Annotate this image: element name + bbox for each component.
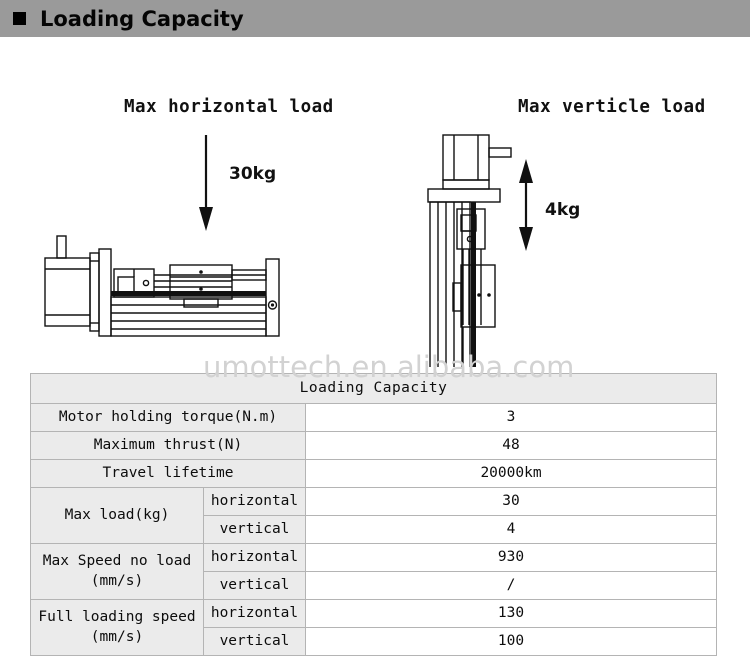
row-value-maximum-thrust: 48 <box>306 432 717 460</box>
row-value-travel-lifetime: 20000km <box>306 460 717 488</box>
actuator-diagrams <box>0 37 750 367</box>
table-row <box>31 600 717 628</box>
vertical-load-weight-label: 4kg <box>545 200 581 220</box>
row-label-line2: (mm/s) <box>90 628 144 645</box>
row-sub-max-load-horizontal: horizontal <box>204 488 306 516</box>
row-sub-full-loading-vertical: vertical <box>204 628 306 656</box>
row-value-motor-holding-torque: 3 <box>306 404 717 432</box>
row-label-full-loading-speed <box>31 600 204 656</box>
table-caption: Loading Capacity <box>31 374 717 404</box>
row-sub-max-speed-horizontal: horizontal <box>204 544 306 572</box>
horizontal-linear-actuator-icon <box>45 236 279 336</box>
row-label-max-speed-no-load <box>31 544 204 600</box>
arrow-up-head-icon <box>519 159 533 183</box>
row-value-full-loading-horizontal: 130 <box>306 600 717 628</box>
row-value-full-loading-vertical: 100 <box>306 628 717 656</box>
table-row <box>31 432 717 460</box>
page-title: Loading Capacity <box>40 6 244 31</box>
square-bullet-icon <box>13 12 26 25</box>
row-sub-max-load-vertical: vertical <box>204 516 306 544</box>
row-value-max-load-vertical: 4 <box>306 516 717 544</box>
row-value-max-load-horizontal: 30 <box>306 488 717 516</box>
max-verticle-load-label: Max verticle load <box>518 97 706 117</box>
row-sub-max-speed-vertical: vertical <box>204 572 306 600</box>
table-row <box>31 488 717 516</box>
row-value-max-speed-horizontal: 930 <box>306 544 717 572</box>
arrow-down-head-icon <box>199 207 213 231</box>
row-label-line1: Max Speed no load <box>42 552 192 569</box>
table-row <box>31 404 717 432</box>
loading-capacity-table-wrap <box>30 373 716 656</box>
row-label-travel-lifetime: Travel lifetime <box>31 460 306 488</box>
max-horizontal-load-label: Max horizontal load <box>124 97 334 117</box>
row-label-maximum-thrust: Maximum thrust(N) <box>31 432 306 460</box>
watermark-text: umottech.en.alibaba.com <box>203 350 575 384</box>
illustration-area <box>0 37 750 384</box>
arrow-down-head-icon-2 <box>519 227 533 251</box>
table-row <box>31 544 717 572</box>
vertical-linear-actuator-icon <box>428 135 511 367</box>
row-label-motor-holding-torque: Motor holding torque(N.m) <box>31 404 306 432</box>
section-header-bar <box>0 0 750 37</box>
loading-capacity-table <box>30 373 717 656</box>
row-label-max-load: Max load(kg) <box>31 488 204 544</box>
row-label-line1: Full loading speed <box>38 608 196 625</box>
horizontal-load-weight-label: 30kg <box>229 164 277 184</box>
row-label-line2: (mm/s) <box>90 572 144 589</box>
row-sub-full-loading-horizontal: horizontal <box>204 600 306 628</box>
table-row <box>31 460 717 488</box>
row-value-max-speed-vertical: / <box>306 572 717 600</box>
